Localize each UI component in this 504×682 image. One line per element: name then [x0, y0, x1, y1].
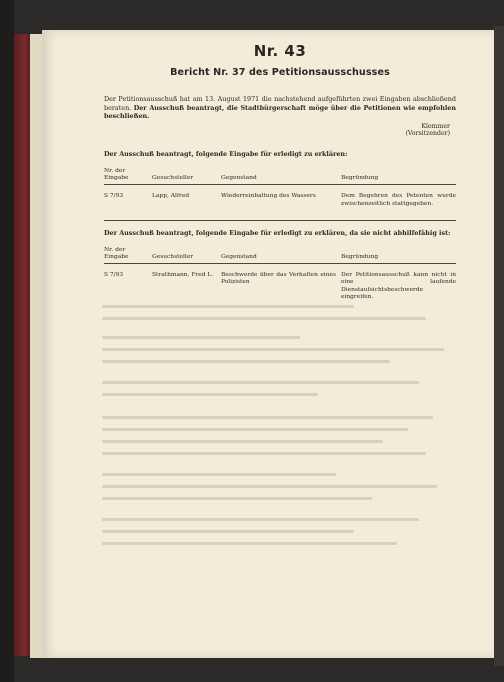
book-binding-shadow: [0, 0, 14, 682]
document-content: [104, 42, 456, 301]
col-header-subject: Gegenstand: [221, 175, 257, 182]
section-heading-not-remediable: Der Ausschuß beantragt, folgende Eingabe für erledigt zu erklären, da sie nicht abhilfefähig ist:: [104, 228, 451, 237]
col-header-nr-line2: Eingabe: [104, 253, 129, 260]
col-header-nr-line1: Nr. der: [104, 246, 126, 253]
table-header: [104, 247, 456, 264]
intro-plain-text: Der Petitionsausschuß hat am 13. August 1971 die nachstehend aufgeführten zwei Eingaben abschließend beraten.: [104, 95, 456, 112]
table-row: [104, 185, 456, 207]
col-header-nr-line2: Eingabe: [104, 175, 129, 182]
petition-table-not-remediable: [104, 247, 456, 301]
book-right-edge: [494, 26, 504, 666]
cell-petitioner: Strathmann, Fred L.: [152, 272, 214, 279]
cell-reason: Dem Begehren des Petenten wurde zwischenzeitlich stattgegeben.: [341, 193, 456, 207]
cell-petitioner: Lapp, Alfred: [152, 193, 190, 200]
col-header-nr: [104, 247, 152, 261]
petition-table-settled: [104, 168, 456, 221]
table-bottom-rule: [104, 220, 456, 221]
col-header-reason: Begründung: [341, 175, 379, 182]
cell-subject: Wiederreinhaltung des Wassers: [221, 193, 316, 200]
col-header-nr-line1: Nr. der: [104, 167, 126, 174]
cell-nr: S 7/93: [104, 272, 124, 279]
col-header-petitioner: Gesuchsteller: [152, 175, 194, 182]
cell-reason: Der Petitionsausschuß kann nicht in eine laufende Dienstaufsichtsbeschwerde eingreifen.: [341, 272, 456, 300]
col-header-subject: Gegenstand: [221, 253, 257, 260]
signer-block: [104, 123, 450, 138]
col-header-petitioner: Gesuchsteller: [152, 253, 194, 260]
signer-role: (Vorsitzender): [405, 130, 450, 138]
table-header: [104, 168, 456, 185]
col-header-reason: Begründung: [341, 253, 379, 260]
document-number: Nr. 43: [253, 42, 307, 60]
col-header-nr: [104, 168, 152, 182]
intro-paragraph: [104, 95, 456, 121]
section-heading-settled: Der Ausschuß beantragt, folgende Eingabe für erledigt zu erklären:: [104, 149, 348, 158]
cell-nr: S 7/93: [104, 193, 124, 200]
signer-name: Klemmer: [421, 122, 450, 130]
table-row: [104, 264, 456, 301]
cell-subject: Beschwerde über das Verhalten eines Polizisten: [221, 272, 336, 286]
intro-bold-text: Der Ausschuß beantragt, die Stadtbürgerschaft möge über die Petitionen wie empfohlen beschließen.: [104, 103, 456, 121]
report-title: Bericht Nr. 37 des Petitionsausschusses: [170, 67, 390, 78]
